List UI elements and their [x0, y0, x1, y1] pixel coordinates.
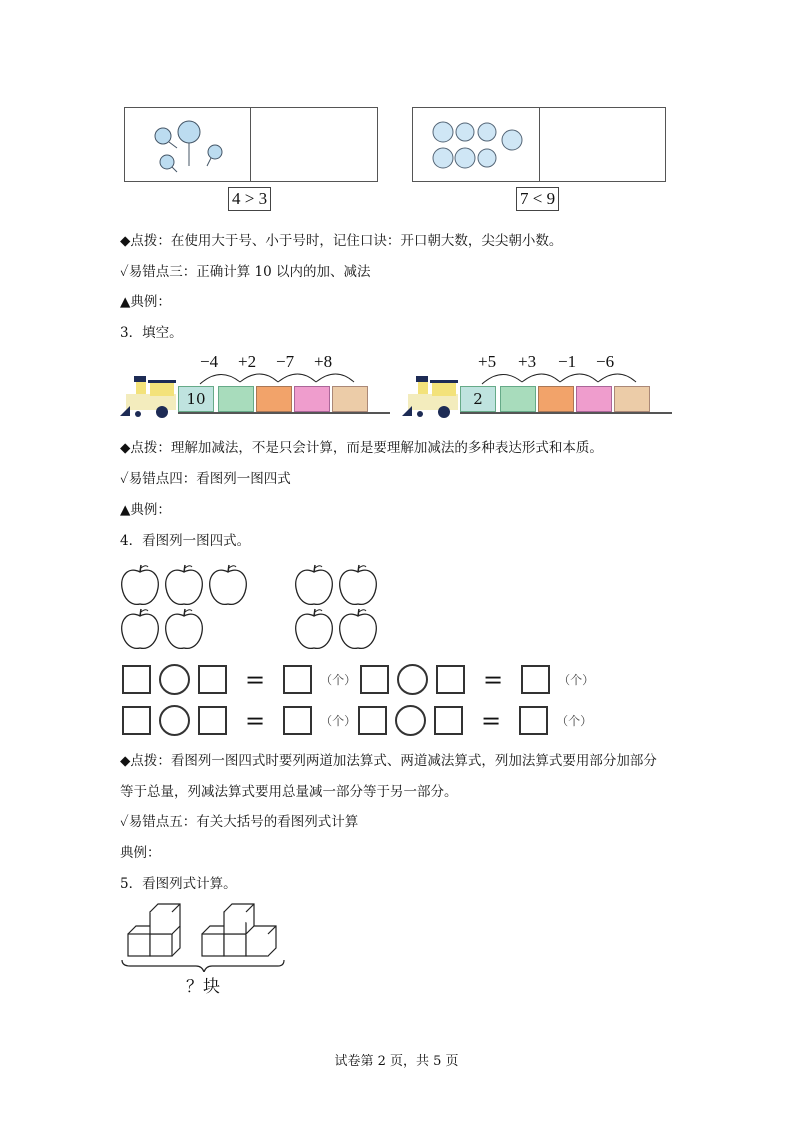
unit-label: （个） — [320, 673, 357, 687]
train-car-3 — [538, 386, 574, 412]
train-car-1 — [460, 386, 496, 412]
unit-label: （个） — [320, 714, 357, 728]
locomotive-icon — [402, 372, 460, 418]
candy-picture-box — [124, 107, 378, 182]
train-start-number: 10 — [186, 390, 206, 408]
equals-sign: = — [245, 665, 266, 694]
error-point-4: ✓易错点四：看图列一图四式 — [120, 471, 291, 487]
faces-icon — [425, 116, 530, 176]
train-1 — [120, 350, 390, 420]
train-car-3 — [256, 386, 292, 412]
train-op-3: −1 — [558, 352, 577, 371]
answer-box[interactable] — [283, 665, 312, 694]
error-point-5: ✓易错点五：有关大括号的看图列式计算 — [120, 814, 359, 830]
answer-box[interactable] — [436, 665, 465, 694]
equation-row-2-left — [122, 705, 356, 736]
question-5: 5．看图列式计算。 — [120, 876, 237, 892]
answer-box[interactable] — [198, 665, 227, 694]
answer-box[interactable] — [358, 706, 387, 735]
example-heading-2: ▲典例： — [120, 502, 171, 518]
equation-row-2-right — [358, 705, 592, 736]
unit-label: （个） — [556, 714, 593, 728]
train-op-4: +8 — [314, 352, 333, 371]
page-footer: 试卷第 2 页，共 5 页 — [334, 1054, 459, 1069]
train-car-4 — [576, 386, 612, 412]
operator-circle[interactable] — [159, 664, 190, 695]
train-op-1: −4 — [200, 352, 219, 371]
train-op-1: +5 — [478, 352, 497, 371]
example-heading-1: ▲典例： — [120, 294, 171, 310]
train-car-2 — [218, 386, 254, 412]
tip-1: ◆点拨：在使用大于号、小于号时，记住口诀：开口朝大数，尖尖朝小数。 — [120, 233, 563, 249]
train-op-4: −6 — [596, 352, 615, 371]
jump-arrows — [190, 368, 370, 386]
answer-box[interactable] — [360, 665, 389, 694]
error-point-3: ✓易错点三：正确计算 10 以内的加、减法 — [120, 264, 371, 280]
train-op-2: +3 — [518, 352, 537, 371]
answer-box[interactable] — [122, 665, 151, 694]
train-2 — [402, 350, 672, 420]
answer-box[interactable] — [521, 665, 550, 694]
train-op-3: −7 — [276, 352, 295, 371]
operator-circle[interactable] — [395, 705, 426, 736]
comparison-right-label: 7 < 9 — [516, 187, 559, 211]
operator-circle[interactable] — [397, 664, 428, 695]
equation-row-1-right — [360, 664, 594, 695]
train-car-5 — [332, 386, 368, 412]
question-3: 3．填空。 — [120, 325, 183, 341]
brace-icon — [122, 960, 284, 972]
train-op-2: +2 — [238, 352, 257, 371]
train-start-number: 2 — [473, 390, 483, 408]
answer-box[interactable] — [519, 706, 548, 735]
unit-label: （个） — [558, 673, 595, 687]
tip-3-line-2: 等于总量，列减法算式要用总量减一部分等于另一部分。 — [120, 784, 458, 800]
answer-box[interactable] — [198, 706, 227, 735]
faces-picture-box — [412, 107, 666, 182]
cube-blocks-picture — [118, 900, 290, 972]
equals-sign: = — [483, 665, 504, 694]
jump-arrows — [472, 368, 652, 386]
answer-box[interactable] — [122, 706, 151, 735]
equals-sign: = — [245, 706, 266, 735]
answer-box[interactable] — [434, 706, 463, 735]
train-car-1 — [178, 386, 214, 412]
example-heading-3: 典例： — [120, 845, 161, 861]
lollipop-icon — [145, 114, 235, 176]
answer-box[interactable] — [283, 706, 312, 735]
equation-row-1-left — [122, 664, 356, 695]
equals-sign: = — [481, 706, 502, 735]
comparison-left-label: 4 > 3 — [228, 187, 271, 211]
tip-2: ◆点拨：理解加减法，不是只会计算，而是要理解加减法的多种表达形式和本质。 — [120, 440, 603, 456]
train-car-5 — [614, 386, 650, 412]
operator-circle[interactable] — [159, 705, 190, 736]
locomotive-icon — [120, 372, 178, 418]
train-car-4 — [294, 386, 330, 412]
train-car-2 — [500, 386, 536, 412]
brace-label: ？块 — [186, 977, 220, 997]
question-4: 4．看图列一图四式。 — [120, 533, 251, 549]
tip-3-line-1: ◆点拨：看图列一图四式时要列两道加法算式、两道减法算式，列加法算式要用部分加部分 — [120, 753, 657, 769]
apples-picture — [118, 560, 388, 652]
